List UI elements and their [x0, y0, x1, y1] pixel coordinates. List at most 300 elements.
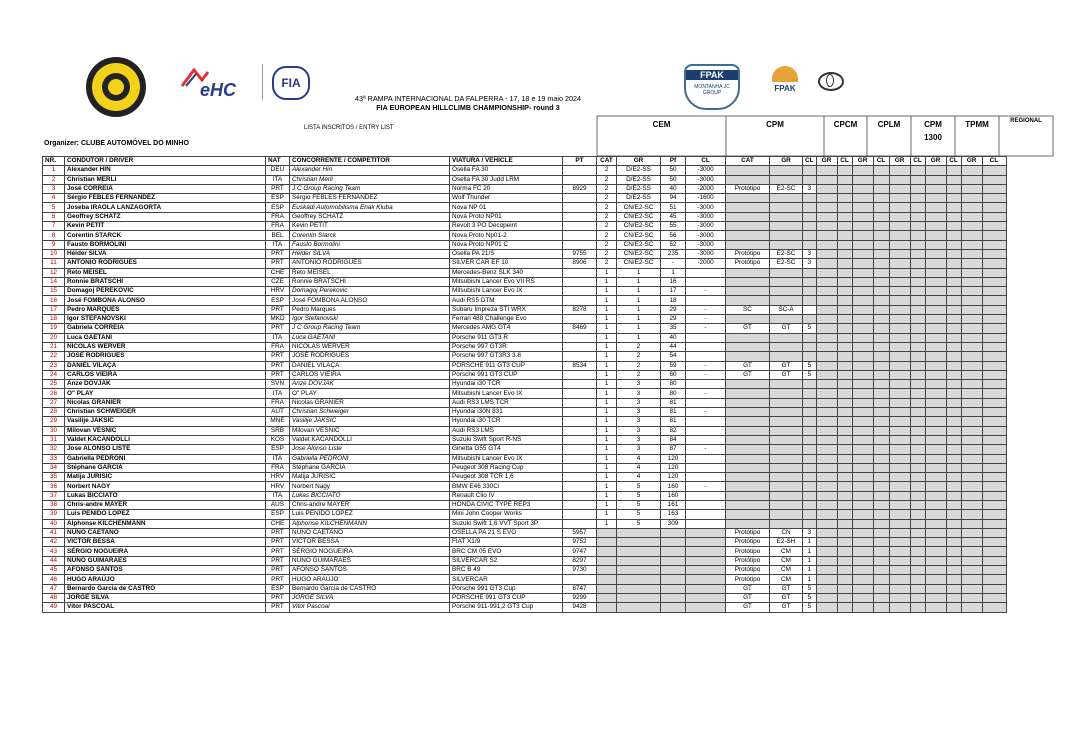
other-championship-cell	[982, 287, 1006, 296]
other-championship-cell	[910, 342, 925, 351]
driver-name: AFONSO SANTOS	[65, 566, 266, 575]
other-championship-cell	[982, 268, 1006, 277]
cpm-cl: 3	[803, 528, 817, 537]
other-championship-cell	[873, 538, 889, 547]
nationality: FRA	[266, 463, 290, 472]
other-championship-cell	[961, 268, 982, 277]
organizer-label: Organizer: CLUBE AUTOMÓVEL DO MINHO	[44, 140, 189, 147]
vehicle: Porsche 991 GT3 CUP	[450, 370, 563, 379]
cem-cl	[686, 593, 726, 602]
cem-gr: 4	[617, 463, 661, 472]
cpm-cl	[803, 463, 817, 472]
other-championship-cell	[946, 584, 961, 593]
other-championship-cell	[910, 212, 925, 221]
competitor-name: Christian Merli	[290, 175, 450, 184]
other-championship-cell	[889, 361, 910, 370]
cem-gr: 1	[617, 324, 661, 333]
column-header: NAT	[266, 157, 290, 166]
cem-gr: 5	[617, 510, 661, 519]
other-championship-cell	[889, 315, 910, 324]
other-championship-cell	[961, 398, 982, 407]
other-championship-cell	[910, 175, 925, 184]
competitor-name: NUNO CAETANO	[290, 528, 450, 537]
vehicle: BMW E46 330Ci	[450, 482, 563, 491]
cpm-gr: GT	[770, 593, 803, 602]
cem-gr: 1	[617, 268, 661, 277]
cpm-gr	[770, 454, 803, 463]
fpak-montanha-sub: MONTANHA JC GROUP	[694, 84, 730, 96]
other-championship-cell	[982, 277, 1006, 286]
other-championship-cell	[910, 361, 925, 370]
other-championship-cell	[982, 370, 1006, 379]
nationality: ESP	[266, 194, 290, 203]
other-championship-cell	[873, 519, 889, 528]
competitor-name: Ronnie BRATSCHI	[290, 277, 450, 286]
other-championship-cell	[961, 491, 982, 500]
entry-number: 43	[43, 547, 65, 556]
table-row	[43, 305, 1007, 314]
other-championship-cell	[889, 510, 910, 519]
pt-number	[563, 510, 597, 519]
cem-gr: CN/E2-SC	[617, 212, 661, 221]
competitor-name: Nicolas GRANIER	[290, 398, 450, 407]
pt-number: 8534	[563, 361, 597, 370]
cem-cat: 1	[597, 277, 617, 286]
cem-cl: -	[686, 482, 726, 491]
other-championship-cell	[852, 510, 873, 519]
pt-number	[563, 575, 597, 584]
vehicle: Wolf Thunder	[450, 194, 563, 203]
other-championship-cell	[946, 166, 961, 175]
nationality: HRV	[266, 473, 290, 482]
cem-gr: 4	[617, 454, 661, 463]
other-championship-cell	[925, 566, 946, 575]
cpm-gr	[770, 435, 803, 444]
driver-name: VICTOR BESSA	[65, 538, 266, 547]
cem-cat: 1	[597, 352, 617, 361]
cem-pf: 50	[661, 166, 686, 175]
vehicle: Audi RS3 LMS TCR	[450, 398, 563, 407]
cpm-cat	[726, 500, 770, 509]
other-championship-cell	[816, 584, 837, 593]
vehicle: Suzuki Swift 1,6 VVT Sport 3P	[450, 519, 563, 528]
column-header: PT	[563, 157, 597, 166]
other-championship-cell	[852, 240, 873, 249]
cpm-cat	[726, 389, 770, 398]
driver-name: Christian MERLI	[65, 175, 266, 184]
cpm-cat	[726, 315, 770, 324]
entry-number: 24	[43, 370, 65, 379]
other-championship-cell	[816, 324, 837, 333]
other-championship-cell	[925, 408, 946, 417]
other-championship-cell	[910, 249, 925, 258]
other-championship-cell	[946, 566, 961, 575]
other-championship-cell	[910, 426, 925, 435]
cpm-cl: 1	[803, 575, 817, 584]
cpm-cl: 3	[803, 249, 817, 258]
other-championship-cell	[816, 315, 837, 324]
cpm-cl: 5	[803, 584, 817, 593]
other-championship-cell	[910, 566, 925, 575]
other-championship-cell	[925, 435, 946, 444]
other-championship-cell	[946, 417, 961, 426]
cem-cl: -1600	[686, 194, 726, 203]
cpm-cl: 1	[803, 566, 817, 575]
cem-pf: 40	[661, 184, 686, 193]
other-championship-cell	[982, 194, 1006, 203]
other-championship-cell	[961, 417, 982, 426]
table-row	[43, 240, 1007, 249]
other-championship-cell	[889, 352, 910, 361]
other-championship-cell	[910, 203, 925, 212]
other-championship-cell	[873, 249, 889, 258]
cem-cl	[686, 380, 726, 389]
other-championship-cell	[852, 324, 873, 333]
other-championship-cell	[982, 175, 1006, 184]
entry-number: 14	[43, 277, 65, 286]
other-championship-cell	[837, 463, 852, 472]
other-championship-cell	[925, 519, 946, 528]
other-championship-cell	[961, 454, 982, 463]
other-championship-cell	[961, 342, 982, 351]
cem-cat: 2	[597, 212, 617, 221]
other-championship-cell	[852, 333, 873, 342]
driver-name: Matija JURISIC	[65, 473, 266, 482]
other-championship-cell	[925, 547, 946, 556]
other-championship-cell	[982, 184, 1006, 193]
other-championship-cell	[961, 203, 982, 212]
cem-cat: 1	[597, 445, 617, 454]
other-championship-cell	[889, 305, 910, 314]
nationality: PRT	[266, 361, 290, 370]
other-championship-cell	[889, 259, 910, 268]
cpm-cl	[803, 510, 817, 519]
cem-pf: 56	[661, 231, 686, 240]
table-row	[43, 222, 1007, 231]
entry-number: 27	[43, 398, 65, 407]
other-championship-cell	[925, 380, 946, 389]
other-championship-cell	[982, 398, 1006, 407]
other-championship-cell	[889, 277, 910, 286]
table-row	[43, 231, 1007, 240]
other-championship-cell	[816, 166, 837, 175]
cpm-cl	[803, 305, 817, 314]
other-championship-cell	[889, 426, 910, 435]
other-championship-cell	[852, 370, 873, 379]
other-championship-cell	[910, 296, 925, 305]
nationality: ITA	[266, 333, 290, 342]
vehicle: Porsche 911 GT3 R	[450, 333, 563, 342]
competitor-name: JORGE SILVA	[290, 593, 450, 602]
other-championship-cell	[889, 333, 910, 342]
other-championship-cell	[925, 454, 946, 463]
other-championship-cell	[816, 333, 837, 342]
driver-name: Pedro MARQUES	[65, 305, 266, 314]
vehicle: Norma FC 20	[450, 184, 563, 193]
other-championship-cell	[925, 491, 946, 500]
other-championship-cell	[837, 473, 852, 482]
other-championship-cell	[873, 268, 889, 277]
nationality: ESP	[266, 584, 290, 593]
other-championship-cell	[982, 500, 1006, 509]
cem-pf: 45	[661, 212, 686, 221]
cpm-cat	[726, 333, 770, 342]
competitor-name: Corentin Starck	[290, 231, 450, 240]
cem-pf: 1	[661, 268, 686, 277]
table-row	[43, 333, 1007, 342]
cem-pf	[661, 566, 686, 575]
competitor-name: DANIEL VILAÇA	[290, 361, 450, 370]
cpm-cl	[803, 482, 817, 491]
cem-cat: 2	[597, 231, 617, 240]
other-championship-cell	[982, 380, 1006, 389]
other-championship-cell	[925, 445, 946, 454]
driver-name: DANIEL VILAÇA	[65, 361, 266, 370]
other-championship-cell	[873, 566, 889, 575]
other-championship-cell	[837, 519, 852, 528]
other-championship-cell	[837, 231, 852, 240]
entry-number: 29	[43, 417, 65, 426]
other-championship-cell	[982, 445, 1006, 454]
cpm-gr: CN	[770, 528, 803, 537]
entry-number: 2	[43, 175, 65, 184]
cpm-gr	[770, 473, 803, 482]
other-championship-cell	[837, 454, 852, 463]
other-championship-cell	[910, 584, 925, 593]
nationality: MKD	[266, 315, 290, 324]
driver-name: Jose ALONSO LISTE	[65, 445, 266, 454]
other-championship-cell	[910, 259, 925, 268]
table-row	[43, 566, 1007, 575]
competitor-name: Norbert Nagy	[290, 482, 450, 491]
cem-gr: 2	[617, 342, 661, 351]
cpm-cat	[726, 454, 770, 463]
entry-number: 22	[43, 352, 65, 361]
other-championship-cell	[889, 380, 910, 389]
other-championship-cell	[961, 305, 982, 314]
pt-number: 9747	[563, 547, 597, 556]
other-championship-cell	[816, 222, 837, 231]
other-championship-cell	[946, 593, 961, 602]
vehicle: BRC CM 05 EVO	[450, 547, 563, 556]
other-championship-cell	[982, 528, 1006, 537]
other-championship-cell	[925, 222, 946, 231]
competitor-name: Gabriella PEDRONI	[290, 454, 450, 463]
other-championship-cell	[889, 175, 910, 184]
cem-cat: 1	[597, 324, 617, 333]
cem-gr: 3	[617, 435, 661, 444]
cem-cat: 1	[597, 454, 617, 463]
other-championship-cell	[889, 435, 910, 444]
cem-pf: 80	[661, 389, 686, 398]
other-championship-cell	[982, 166, 1006, 175]
other-championship-cell	[946, 342, 961, 351]
competitor-name: Jose Alonso Liste	[290, 445, 450, 454]
cem-cl: -3000	[686, 212, 726, 221]
cem-cl	[686, 500, 726, 509]
other-championship-cell	[946, 277, 961, 286]
cpm-gr: E2-SC	[770, 259, 803, 268]
cpm-cat	[726, 445, 770, 454]
nationality: BEL	[266, 231, 290, 240]
other-championship-cell	[873, 435, 889, 444]
other-championship-cell	[961, 389, 982, 398]
cem-cat: 1	[597, 482, 617, 491]
cpm-cat	[726, 194, 770, 203]
entry-number: 8	[43, 231, 65, 240]
column-header: CL	[873, 157, 889, 166]
driver-name: Vítor PASCOAL	[65, 603, 266, 612]
vehicle: FIAT X1/9	[450, 538, 563, 547]
other-championship-cell	[837, 510, 852, 519]
other-championship-cell	[873, 491, 889, 500]
other-championship-cell	[925, 370, 946, 379]
other-championship-cell	[889, 287, 910, 296]
competitor-name: Stéphane GARCIA	[290, 463, 450, 472]
other-championship-cell	[889, 184, 910, 193]
entry-number: 9	[43, 240, 65, 249]
other-championship-cell	[925, 333, 946, 342]
cpm-cl: 5	[803, 370, 817, 379]
cpm-cat	[726, 408, 770, 417]
cem-cl	[686, 491, 726, 500]
cem-cl: -	[686, 324, 726, 333]
vehicle: Ginetta G55 GT4	[450, 445, 563, 454]
other-championship-cell	[837, 184, 852, 193]
nationality: FRA	[266, 342, 290, 351]
other-championship-cell	[982, 575, 1006, 584]
nationality: PRT	[266, 259, 290, 268]
vehicle: Mercedes AMG GT4	[450, 324, 563, 333]
cem-cat: 2	[597, 203, 617, 212]
other-championship-cell	[837, 166, 852, 175]
cem-pf	[661, 528, 686, 537]
cpm-cat: GT	[726, 584, 770, 593]
pt-number	[563, 240, 597, 249]
cpm-cl: 3	[803, 184, 817, 193]
cpm-cat: Protótipo	[726, 538, 770, 547]
other-championship-cell	[873, 194, 889, 203]
table-row	[43, 575, 1007, 584]
vehicle: PORSCHE 911 GT3 CUP	[450, 361, 563, 370]
table-row	[43, 408, 1007, 417]
other-championship-cell	[816, 175, 837, 184]
cpm-cat	[726, 203, 770, 212]
other-championship-cell	[873, 547, 889, 556]
other-championship-cell	[961, 556, 982, 565]
other-championship-cell	[852, 500, 873, 509]
other-championship-cell	[961, 538, 982, 547]
cem-gr	[617, 584, 661, 593]
other-championship-cell	[925, 398, 946, 407]
cpm-gr	[770, 166, 803, 175]
table-row	[43, 277, 1007, 286]
other-championship-cell	[852, 584, 873, 593]
other-championship-cell	[873, 203, 889, 212]
driver-name: Domagoj PEREKOVIĆ	[65, 287, 266, 296]
other-championship-cell	[946, 491, 961, 500]
other-championship-cell	[816, 408, 837, 417]
other-championship-cell	[816, 296, 837, 305]
other-championship-cell	[982, 426, 1006, 435]
cpm-cat: Protótipo	[726, 249, 770, 258]
other-championship-cell	[873, 454, 889, 463]
competitor-name: Luis PENIDO LOPEZ	[290, 510, 450, 519]
driver-name: Joseba IRAOLA LANZAGORTA	[65, 203, 266, 212]
cpm-gr	[770, 352, 803, 361]
cem-cl: -2000	[686, 259, 726, 268]
column-header: CL	[982, 157, 1006, 166]
cpm-cl	[803, 212, 817, 221]
other-championship-cell	[816, 240, 837, 249]
other-championship-cell	[816, 556, 837, 565]
cem-gr: CN/E2-SC	[617, 222, 661, 231]
cem-cl	[686, 342, 726, 351]
other-championship-cell	[946, 305, 961, 314]
nationality: ITA	[266, 389, 290, 398]
cpm-cl: 1	[803, 547, 817, 556]
other-championship-cell	[852, 454, 873, 463]
other-championship-cell	[873, 222, 889, 231]
other-championship-cell	[852, 547, 873, 556]
group-cem: CEM	[652, 120, 671, 129]
entry-number: 21	[43, 342, 65, 351]
other-championship-cell	[889, 454, 910, 463]
other-championship-cell	[925, 593, 946, 602]
cem-gr: 1	[617, 315, 661, 324]
pt-number	[563, 296, 597, 305]
cem-pf: 44	[661, 342, 686, 351]
other-championship-cell	[889, 528, 910, 537]
cem-pf: 120	[661, 473, 686, 482]
other-championship-cell	[982, 566, 1006, 575]
other-championship-cell	[873, 528, 889, 537]
driver-name: Kevin PETIT	[65, 222, 266, 231]
other-championship-cell	[852, 222, 873, 231]
pt-number: 9755	[563, 249, 597, 258]
vehicle: SILVER CAR EF 10	[450, 259, 563, 268]
vehicle: SILVERCAR	[450, 575, 563, 584]
pt-number	[563, 500, 597, 509]
cpm-gr	[770, 389, 803, 398]
other-championship-cell	[852, 212, 873, 221]
other-championship-cell	[982, 203, 1006, 212]
cem-cl: -3000	[686, 240, 726, 249]
cem-pf: 309	[661, 519, 686, 528]
cem-cat	[597, 575, 617, 584]
other-championship-cell	[910, 538, 925, 547]
cem-gr: 4	[617, 473, 661, 482]
other-championship-cell	[961, 333, 982, 342]
other-championship-cell	[925, 249, 946, 258]
pt-number	[563, 287, 597, 296]
vehicle: Mitsubishi Lancer Evo IX	[450, 389, 563, 398]
other-championship-cell	[816, 454, 837, 463]
cpm-cat	[726, 398, 770, 407]
cpm-cl	[803, 445, 817, 454]
group-regional: REGIONAL	[1010, 118, 1042, 124]
cem-cl	[686, 528, 726, 537]
other-championship-cell	[852, 538, 873, 547]
cem-pf: 17	[661, 287, 686, 296]
cem-cl	[686, 575, 726, 584]
table-row	[43, 584, 1007, 593]
other-championship-cell	[816, 268, 837, 277]
table-row	[43, 380, 1007, 389]
nationality: PRT	[266, 547, 290, 556]
other-championship-cell	[961, 249, 982, 258]
competitor-name: Lukas BICCIATO	[290, 491, 450, 500]
